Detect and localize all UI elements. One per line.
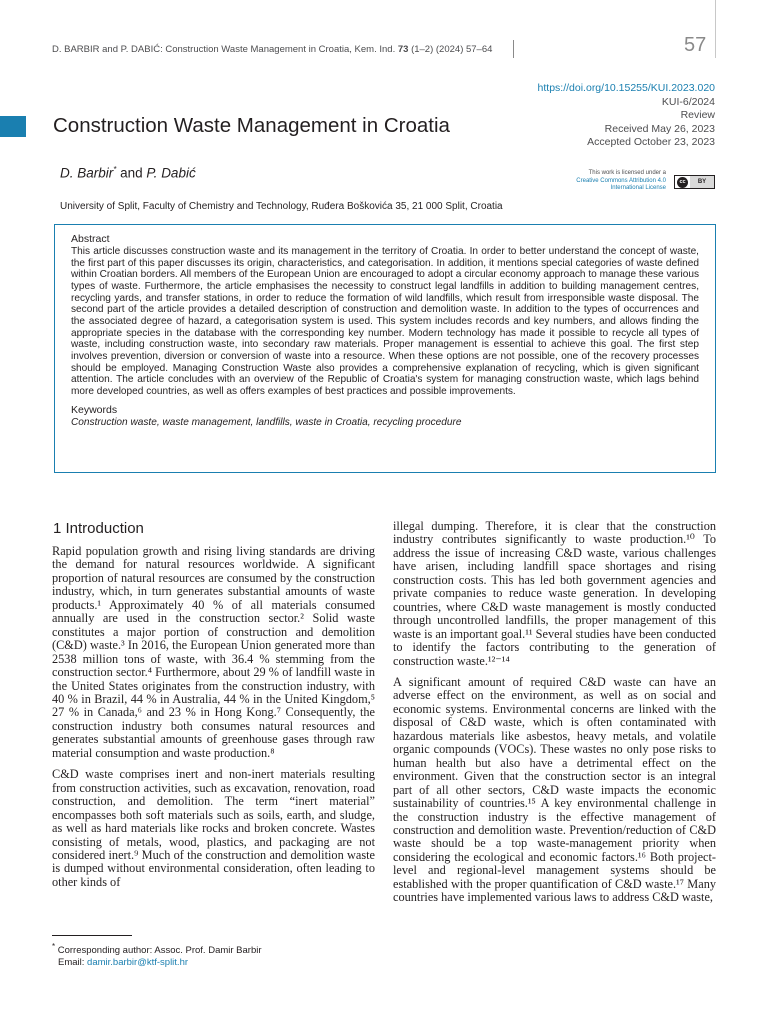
paragraph: Rapid population growth and rising living standards are driving the demand for natural resources worldwide. A significant proportion of natural resources are consumed by the construction industry, which, in turn generates substantial amounts of waste products.¹ Approximately 40 % of all materials consumed annually are used in the construction sector.² Solid waste constitutes a major portion of construction and demolition (C&D) waste.³ In 2016, the European Union generated more than 2538 million tons of waste, with 36.4 % stemming from the construction sector.⁴ Furthermore, about 29 % of landfill waste in the United States originates from the construction industry, with 40 % in Brazil, 44 % in Australia, 44 % in the United Kingdom,⁵ 27 % in Canada,⁶ and 23 % in Hong Kong.⁷ Consequently, the construction industry both consumes natural resources and generates substantial amounts of greenhouse gases through raw material consumption and waste production.⁸ (52, 544, 375, 760)
article-title: Construction Waste Management in Croatia (53, 114, 450, 137)
issue-pages: (1–2) (2024) 57–64 (408, 44, 493, 55)
section-title: 1 Introduction (53, 520, 144, 537)
by-icon (690, 176, 714, 188)
authors-conjunction: and (116, 165, 147, 181)
footnote-mark: * (52, 942, 56, 951)
running-head (52, 44, 492, 55)
license-link-2[interactable]: International License (610, 185, 666, 191)
keywords-heading: Keywords (71, 403, 118, 416)
email-label: Email: (58, 957, 88, 969)
license-line-1: This work is licensed under a (588, 170, 666, 176)
body-column-right (393, 520, 716, 905)
top-vertical-rule (715, 0, 716, 58)
side-color-tab (0, 116, 26, 137)
abstract-text: This article discusses construction waste and its management in the territory of Croatia. In order to better understand the concept of waste, the first part of this paper discusses its origin, characteristics, and categorisation. In addition, it mentions special categories of waste defined within Croatian borders. All members of the European Union are encouraged to adopt a circular economy approach to manage these various types of waste. Furthermore, the article emphasises the necessity to construct legal landfills in addition to building management centres, recycling yards, and transfer stations, in order to reduce the formation of wild landfills, which result from irresponsible waste disposal. The second part of the article provides a detailed description of construction and demolition waste. In addition to the types of occurrences and the associated degree of hazard, a categorisation system is used. This system includes records and key numbers, and allows finding the appropriate species in the database with the corresponding key number. Modern technology has made it possible to recycle all types of waste, including construction waste, into secondary raw materials. Proper management is essential to achieve this goal. The first step involves prevention, diversion or conversion of waste into a resource. When these options are not possible, one of the recovery processes should be employed. Managing Construction Waste also provides a comprehensive explanation of recycling, which is given significant attention. The article concludes with an overview of the Republic of Croatia's system for managing construction waste, which lags behind more developed countries, as well as offers examples of best practices and possible improvements. (71, 246, 699, 397)
license-link[interactable]: Creative Commons Attribution 4.0 (576, 177, 666, 184)
footnote (52, 941, 262, 969)
abstract-box (54, 224, 716, 473)
paragraph: illegal dumping. Therefore, it is clear that the construction industry contributes significantly to waste production.¹⁰ To address the issue of increasing C&D waste, various challenges have arisen, including landfill space shortages and rising construction costs. This has led both government agencies and private companies to reduce waste generation. In developing countries, where C&D waste management is mostly conducted through uncontrolled landfills, the proper management of this waste is an important goal.¹¹ Several studies have been conducted to identify the factors contributing to the generation of construction waste.¹²⁻¹⁴ (393, 519, 716, 668)
email-link[interactable]: damir.barbir@ktf-split.hr (87, 957, 189, 969)
by-label: BY (697, 179, 707, 185)
running-head-text: D. BARBIR and P. DABIĆ: Construction Waste Management in Croatia, Kem. Ind. (52, 44, 398, 55)
article-meta (538, 82, 715, 150)
footnote-rule (52, 935, 132, 936)
accepted-date: Accepted October 23, 2023 (587, 136, 715, 148)
article-code: KUI-6/2024 (661, 95, 715, 108)
author-1: D. Barbir (60, 165, 114, 181)
doi-link[interactable]: https://doi.org/10.15255/KUI.2023.020 (537, 82, 715, 94)
cc-by-badge-icon[interactable] (674, 175, 715, 189)
abstract-heading: Abstract (71, 233, 110, 245)
volume-number: 73 (397, 44, 409, 55)
paragraph: A significant amount of required C&D waste can have an adverse effect on the environment, as well as on social and economic systems. Environmental concerns are linked with the disposal of C&D waste, which is often contaminated with hazardous materials like asbestos, heavy metals, and volatile organic compounds (VOCs). These wastes no only pose risks to human health but also have a detrimental effect on the environment. Given that the construction sector is an integral part of all other sectors, C&D waste impacts the economic sustainability of countries.¹⁵ A key environmental challenge in the construction industry is the effective management of construction and demolition waste. Prevention/reduction of C&D waste should be a top waste-management priority when considering the ecological and economic factors.¹⁶ Both project-level and regional-level management systems should be established with the proper quantification of C&D waste.¹⁷ Many countries have implemented various laws to address C&D waste, (393, 674, 716, 905)
affiliation: University of Split, Faculty of Chemistry and Technology, Ruđera Boškovića 35, 21 000 Split, Croatia (60, 201, 503, 212)
header-separator (513, 40, 514, 58)
keywords-text: Construction waste, waste management, landfills, waste in Croatia, recycling procedure (71, 416, 462, 428)
page-number: 57 (684, 34, 707, 56)
received-date: Received May 26, 2023 (604, 122, 715, 135)
body-column-left (52, 545, 375, 889)
article-type: Review (680, 109, 715, 121)
license-note (540, 170, 666, 193)
cc-icon: cc (677, 177, 688, 188)
corresponding-mark: * (113, 165, 117, 174)
author-2: P. Dabić (146, 165, 196, 181)
authors (60, 165, 196, 181)
paragraph: C&D waste comprises inert and non-inert materials resulting from construction activities, such as excavation, renovation, road construction, and demolition. The term “inert material” encompasses both soft materials such as soils, earth, and sludge, as well as hard materials like rocks and broken concrete. Wastes consisting of metals, wood, plastics, and packaging are not considered inert.⁹ Much of the construction and demolition waste is dumped without environmental consideration, often leading to other kinds of (52, 767, 375, 889)
footnote-text: Corresponding author: Assoc. Prof. Damir Barbir (55, 945, 262, 957)
